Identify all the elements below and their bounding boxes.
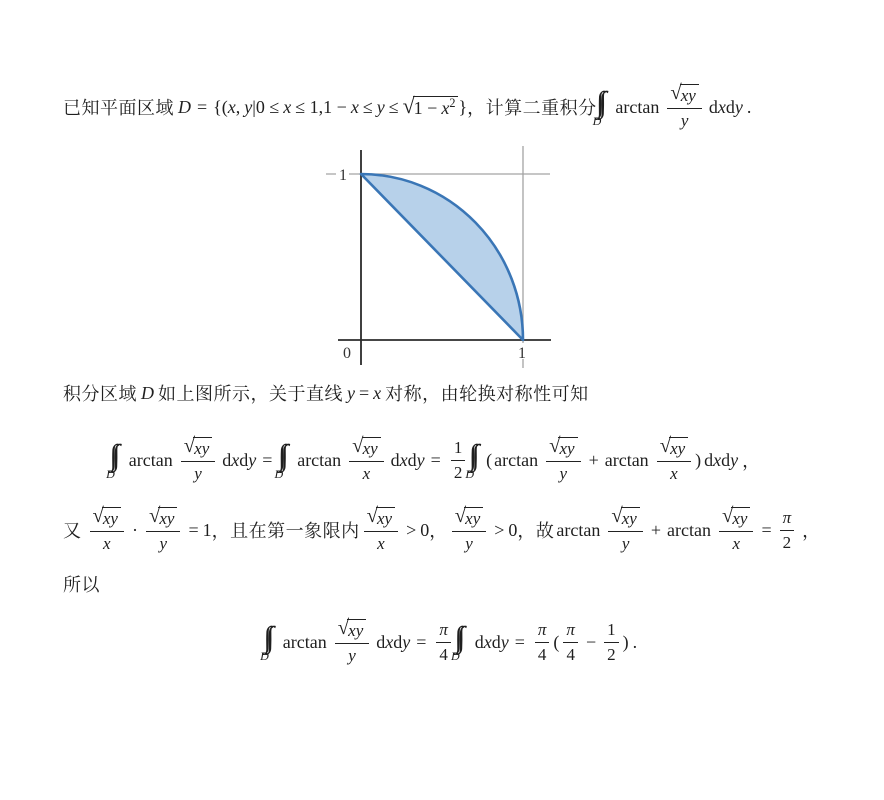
integral-domain-label: D [451,648,460,663]
sqrt-argument: xy [621,507,640,529]
sqrt-argument: xy [558,437,577,459]
math-token: d [708,96,718,117]
operator-plus: + [588,449,599,470]
fraction-denominator: y [559,463,568,483]
therefore-sentence [63,572,100,596]
sqrt-one-minus-x-squared [402,92,459,119]
origin-label-0: 0 [343,345,351,362]
fraction-denominator: y [621,533,630,553]
problem-intro-text: 已知平面区域 [63,98,174,118]
math-token: d [222,449,232,470]
radical-icon: √ [611,504,623,527]
var-x: x [350,96,359,117]
close-paren: ) [622,631,629,652]
arctan-function: arctan [128,449,173,470]
var-y: y [244,96,253,117]
fraction-sqrt-xy-over-y [608,504,642,553]
operator-equals: = [761,519,772,540]
var-x: x [227,96,236,117]
fraction-sqrt-xy-over-x [364,504,398,553]
var-x: x [483,631,492,652]
math-token: d [376,631,386,652]
var-y: y [376,96,385,117]
sentence-text: ，且在第一象限内 [211,521,360,541]
integral-domain-label: D [106,466,115,481]
fraction-denominator: x [670,463,678,483]
var-x: x [373,382,382,403]
integral-domain-label: D [274,466,284,481]
sqrt-argument: xy [362,437,381,459]
radical-icon: √ [549,434,561,457]
var-y: y [734,96,743,117]
cjk-comma: ， [742,451,761,471]
radical-icon: √ [92,504,104,527]
sqrt-argument: xy [376,507,395,529]
fraction-denominator: x [102,533,111,553]
fraction-pi-over-4 [535,620,550,664]
sentence-text: 积分区域 [63,384,137,404]
integral-domain-label: D [465,466,475,481]
fraction-numerator [452,504,486,532]
fraction-sqrt-xy-over-y [667,81,701,130]
double-integral-over-D [106,441,123,481]
radical-icon: √ [670,81,682,104]
sqrt-argument: xy [669,437,688,459]
radical-icon: √ [402,92,415,118]
fraction-numerator [146,504,180,532]
sqrt-argument [413,96,459,119]
fraction-denominator: x [377,533,385,553]
product-identity-sentence [63,494,821,566]
operator-equals: = [416,631,427,652]
x-axis-tick-label-1: 1 [518,345,526,362]
math-token: d [407,449,417,470]
var-y: y [416,449,425,470]
var-y: y [248,449,257,470]
display-equation-symmetry [106,424,761,496]
open-paren: ( [553,631,560,652]
symmetry-sentence [63,380,589,406]
number-zero: 0 [420,519,430,540]
math-token: d [474,631,484,652]
operator-greater-than: > [494,519,505,540]
sqrt-argument: xy [464,507,483,529]
differential-dxdy [709,97,743,118]
radical-icon: √ [352,434,364,457]
fraction-numerator [349,434,383,462]
display-equation-result [260,604,638,680]
fraction-denominator: y [348,645,356,665]
arctan-function: arctan [556,519,601,540]
operator-equals: = [430,449,441,470]
open-paren: ( [486,449,493,470]
fraction-pi-over-4 [436,620,451,664]
fraction-sqrt-xy-over-y [181,434,215,483]
sqrt-argument: xy [158,507,177,529]
fraction-sqrt-xy-over-x [657,434,691,483]
operator-dot: · [131,519,138,540]
fraction-numerator: π [780,508,795,531]
operator-greater-than: > [406,519,417,540]
fraction-sqrt-xy-over-y [146,504,180,553]
math-token: ≤ 1,1 − [295,96,347,117]
fraction-numerator: π [436,620,451,643]
fraction-denominator: 2 [453,462,463,482]
math-token: 1 − [413,97,438,118]
sqrt-argument: xy [102,507,121,529]
var-x: x [283,96,292,117]
math-token: d [721,449,731,470]
sentence-text: ，故 [517,521,555,541]
var-y: y [402,631,411,652]
fraction-denominator: 4 [439,644,448,664]
fraction-sqrt-xy-over-x [349,434,383,483]
fraction-pi-over-2 [780,508,795,552]
fraction-denominator: 4 [537,644,547,664]
double-integral-over-D [260,623,277,663]
period: . [746,96,752,117]
set-condition-bar: | [252,96,256,117]
double-integral-over-D [274,441,291,481]
sqrt-argument: xy [731,507,750,529]
fraction-sqrt-xy-over-x [90,504,124,553]
fraction-numerator: π [563,620,578,643]
var-D: D [178,96,191,117]
fraction-pi-over-4 [563,620,578,664]
fraction-denominator: 2 [607,644,616,664]
radical-icon: √ [454,504,467,527]
var-y: y [730,449,739,470]
comma: , [235,96,241,117]
fraction-numerator: 1 [604,620,619,643]
fraction-one-half [451,438,466,482]
operator-minus: − [585,631,597,652]
differential-dxdy [222,450,256,471]
fraction-numerator [657,434,691,462]
sqrt-argument: xy [680,84,699,106]
math-token: 0 ≤ [255,96,280,117]
operator-equals: = [188,519,199,540]
var-x: x [231,449,240,470]
differential-dxdy [376,632,410,653]
radical-icon: √ [721,504,734,527]
math-token: d [239,449,249,470]
operator-le: ≤ [388,96,399,117]
compute-instruction-text: ，计算二重积分 [467,98,597,118]
sqrt-argument: xy [347,619,366,641]
var-x: x [399,449,408,470]
fraction-sqrt-xy-over-y [335,616,369,665]
fraction-one-half [604,620,619,664]
fraction-sqrt-xy-over-y [546,434,580,483]
fraction-numerator [719,504,753,532]
differential-dxdy [391,450,425,471]
cjk-comma: ， [802,521,821,541]
fraction-numerator [546,434,580,462]
var-x: x [713,449,722,470]
cjk-comma: ， [429,521,448,541]
radical-icon: √ [337,616,350,639]
fraction-numerator [181,434,215,462]
var-y: y [500,631,509,652]
var-x: x [441,97,450,118]
sentence-text: 所以 [63,575,100,595]
fraction-denominator: y [194,463,202,483]
set-close-brace: } [458,96,468,117]
region-figure [318,146,563,383]
exponent-two: 2 [449,95,456,110]
fraction-sqrt-xy-over-x [719,504,753,553]
var-D: D [141,382,154,403]
close-paren: ) [695,449,702,470]
var-x: x [717,96,726,117]
number-zero: 0 [508,519,518,540]
fraction-numerator: π [535,620,550,643]
arctan-function: arctan [615,96,660,117]
radical-icon: √ [148,504,161,527]
math-token: d [725,96,735,117]
operator-equals: = [359,382,370,403]
arctan-function: arctan [494,449,539,470]
fraction-denominator: y [680,110,689,130]
region-d-shape [361,174,523,340]
var-x: x [385,631,394,652]
fraction-numerator: 1 [451,438,466,461]
radical-icon: √ [659,434,672,457]
fraction-numerator [608,504,642,532]
set-open-brace: {( [213,96,228,117]
fraction-numerator [335,616,369,644]
double-integral-over-D [451,623,468,663]
integral-domain-label: D [592,113,602,128]
radical-icon: √ [183,434,196,457]
operator-le: ≤ [362,96,373,117]
differential-dxdy [475,632,509,653]
fraction-denominator: y [159,533,167,553]
math-token: d [491,631,501,652]
fraction-numerator [667,81,701,109]
operator-equals: = [262,449,273,470]
radical-icon: √ [366,504,379,527]
double-integral-over-D [465,441,482,481]
fraction-denominator: y [465,533,473,553]
differential-dxdy [704,450,738,471]
fraction-denominator: 2 [782,532,792,552]
sentence-text: 如上图所示，关于直线 [158,384,343,404]
number-one: 1 [202,519,212,540]
fraction-numerator [364,504,398,532]
problem-statement [63,72,751,142]
sentence-text: 又 [63,521,82,541]
sqrt-argument: xy [193,437,212,459]
double-integral-over-D [592,88,610,128]
math-token: d [704,449,714,470]
math-token: d [390,449,400,470]
period: . [632,631,638,652]
operator-equals: = [514,631,525,652]
arctan-function: arctan [282,631,327,652]
integral-domain-label: D [260,648,269,663]
arctan-function: arctan [667,519,711,540]
fraction-numerator [90,504,124,532]
var-y: y [347,382,355,403]
arctan-function: arctan [604,449,649,470]
fraction-denominator: 4 [566,644,575,664]
arctan-function: arctan [297,449,342,470]
fraction-denominator: x [362,463,371,483]
sentence-text: 对称，由轮换对称性可知 [385,384,589,404]
y-axis-tick-label-1: 1 [339,167,347,184]
fraction-denominator: x [732,533,740,553]
operator-plus: + [650,519,662,540]
region-figure-canvas [318,146,563,378]
fraction-sqrt-xy-over-y [452,504,486,553]
operator-equals: = [197,96,208,117]
math-token: d [393,631,403,652]
